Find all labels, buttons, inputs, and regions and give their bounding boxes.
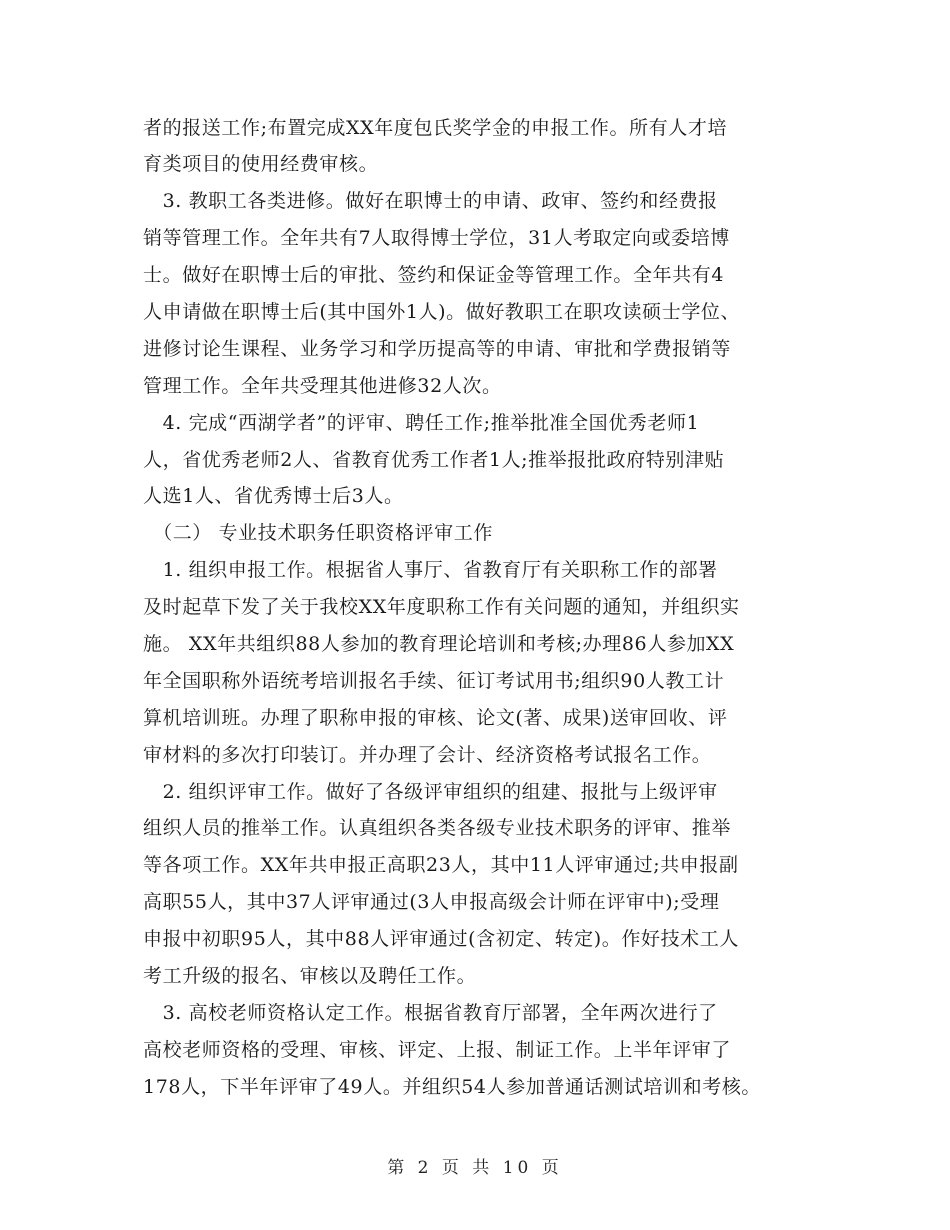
body-text-line: 销等管理工作。全年共有7人取得博士学位，31人考取定向或委培博 <box>143 227 730 249</box>
body-text-line: 人，省优秀老师2人、省教育优秀工作者1人;推举报批政府特别津贴 <box>143 449 725 471</box>
page-number-footer: 第 2 页 共 10 页 <box>387 1158 563 1178</box>
body-text-line: 年全国职称外语统考培训报名手续、征订考试用书;组织90人教工计 <box>143 670 725 692</box>
body-text-line: 178人，下半年评审了49人。并组织54人参加普通话测试培训和考核。 <box>143 1076 762 1098</box>
body-text-line: 人申请做在职博士后(其中国外1人)。做好教职工在职攻读硕士学位、 <box>143 301 741 323</box>
body-text-line: 高校老师资格的受理、审核、评定、上报、制证工作。上半年评审了 <box>143 1039 732 1061</box>
body-text-line: 进修讨论生课程、业务学习和学历提高等的申请、审批和学费报销等 <box>143 338 732 360</box>
body-text-line: 管理工作。全年共受理其他进修32人次。 <box>143 375 502 397</box>
body-text-line: 组织人员的推举工作。认真组织各类各级专业技术职务的评审、推举 <box>143 817 732 839</box>
body-text-line: 3. 教职工各类进修。做好在职博士的申请、政审、签约和经费报 <box>143 190 718 212</box>
body-text-line: 育类项目的使用经费审核。 <box>143 153 379 175</box>
section-heading: （二） 专业技术职务任职资格评审工作 <box>143 522 493 544</box>
body-text-line: 及时起草下发了关于我校XX年度职称工作有关问题的通知，并组织实 <box>143 596 740 618</box>
body-text-line: 算机培训班。办理了职称申报的审核、论文(著、成果)送审回收、评 <box>143 707 728 729</box>
body-text-line: 施。 XX年共组织88人参加的教育理论培训和考核;办理86人参加XX <box>143 633 735 655</box>
body-text-line: 士。做好在职博士后的审批、签约和保证金等管理工作。全年共有4 <box>143 264 725 286</box>
body-text-line: 等各项工作。XX年共申报正高职23人，其中11人评审通过;共申报副 <box>143 854 739 876</box>
body-text-line: 人选1人、省优秀博士后3人。 <box>143 485 404 507</box>
body-text-line: 4. 完成“西湖学者”的评审、聘任工作;推举批准全国优秀老师1 <box>143 412 700 434</box>
body-text-line: 考工升级的报名、审核以及聘任工作。 <box>143 965 477 987</box>
body-text-line: 者的报送工作;布置完成XX年度包氏奖学金的申报工作。所有人才培 <box>143 117 728 139</box>
body-text-line: 审材料的多次打印装订。并办理了会计、经济资格考试报名工作。 <box>143 744 712 766</box>
body-text-line: 1. 组织申报工作。根据省人事厅、省教育厅有关职称工作的部署 <box>143 559 718 581</box>
body-text-line: 申报中初职95人，其中88人评审通过(含初定、转定)。作好技术工人 <box>143 928 739 950</box>
body-text-line: 高职55人，其中37人评审通过(3人申报高级会计师在评审中);受理 <box>143 891 720 913</box>
body-text-line: 2. 组织评审工作。做好了各级评审组织的组建、报批与上级评审 <box>143 781 718 803</box>
body-text-line: 3. 高校老师资格认定工作。根据省教育厅部署，全年两次进行了 <box>143 1002 718 1024</box>
